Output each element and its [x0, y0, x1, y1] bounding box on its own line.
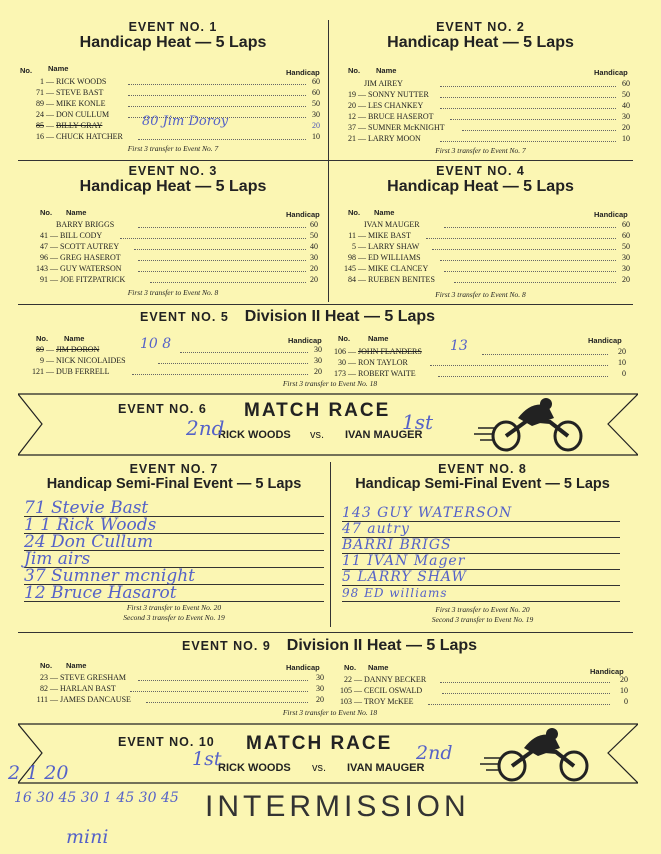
- handwritten-note: 2 1 20: [8, 762, 69, 784]
- handwritten-place: 1st: [402, 410, 434, 434]
- table-row: 111 — JAMES DANCAUSE 20: [36, 695, 324, 704]
- event-3-rows: [14, 219, 324, 285]
- event-title: Division II Heat — 5 Laps: [244, 308, 436, 325]
- transfer-note: First 3 transfer to Event No. 18: [282, 379, 378, 388]
- handwritten-row: 11 IVAN Mager: [342, 554, 620, 570]
- divider-h-2: [18, 304, 633, 305]
- table-row: 143 — GUY WATERSON 20: [36, 264, 318, 273]
- event-4-rows: [322, 219, 632, 285]
- table-row: 30 — RON TAYLOR 10: [338, 358, 626, 367]
- event-number: EVENT NO. 6: [118, 402, 207, 416]
- table-row: 24 — DON CULLUM 30: [36, 110, 320, 119]
- table-row: 82 — HARLAN BAST 30: [40, 684, 324, 693]
- event-title: Division II Heat — 5 Laps: [286, 637, 478, 654]
- col-name: Name: [66, 208, 87, 217]
- table-row: 89 — JIM DORON 10 8 30: [36, 336, 322, 354]
- rider-1: RICK WOODS: [218, 762, 291, 774]
- table-row: 16 — CHUCK HATCHER 10: [36, 132, 320, 141]
- col-name: Name: [374, 208, 395, 217]
- table-row: 23 — STEVE GRESHAM 30: [40, 673, 324, 682]
- event-9-left-rows: [14, 672, 324, 705]
- table-row: 103 — TROY McKEE 0: [340, 697, 628, 706]
- transfer-note: First 3 transfer to Event No. 18: [282, 708, 378, 717]
- event-title: Handicap Semi-Final Event — 5 Laps: [46, 476, 302, 492]
- event-2: [328, 20, 633, 52]
- handwritten-row: 71 Stevie Bast: [24, 500, 324, 517]
- transfer-note: First 3 transfer to Event No. 8: [435, 290, 526, 299]
- event-number: EVENT NO. 3: [128, 164, 218, 178]
- event-8: [330, 462, 635, 492]
- table-row: 84 — RUEBEN BENITES 20: [348, 275, 630, 284]
- table-row: 89 — MIKE KONLE 50: [36, 99, 320, 108]
- table-row: 98 — ED WILLIAMS 30: [348, 253, 630, 262]
- handwritten-row: 24 Don Cullum: [24, 534, 324, 551]
- event-number: EVENT NO. 7: [129, 462, 219, 476]
- transfer-note: First 3 transfer to Event No. 7: [435, 146, 526, 155]
- handwritten-row: 12 Bruce Hasarot: [24, 585, 324, 602]
- event-1: [18, 20, 328, 52]
- transfer-note: First 3 transfer to Event No. 7: [127, 144, 219, 153]
- handwritten-row: 1 1 Rick Woods: [24, 517, 324, 534]
- handwritten-row: 47 autry: [342, 522, 620, 538]
- col-no: No.: [348, 66, 361, 75]
- divider-h-1: [18, 160, 633, 161]
- handwritten-note: 16 30 45 30 1 45 30 45: [14, 790, 179, 806]
- col-name: Name: [66, 661, 87, 670]
- table-row: 20 — LES CHANKEY 40: [348, 101, 630, 110]
- table-row: 41 — BILL CODY 50: [40, 231, 318, 240]
- match-race-title: MATCH RACE: [246, 733, 393, 754]
- col-name: Name: [64, 334, 85, 343]
- table-row: 21 — LARRY MOON 10: [348, 134, 630, 143]
- handwritten-place: 2nd: [416, 742, 453, 764]
- col-no: No.: [344, 663, 357, 672]
- col-handicap: Handicap: [594, 210, 628, 219]
- motorcycle-icon: [480, 728, 587, 780]
- table-row: 85 — BILLY GRAY 80 Jim Doroy 20: [36, 114, 320, 130]
- event-4: [328, 164, 633, 196]
- table-row: 5 — LARRY SHAW 50: [352, 242, 630, 251]
- handwritten-row: Jim airs: [24, 551, 324, 568]
- event-9-right-rows: [318, 674, 634, 707]
- col-handicap: Handicap: [590, 667, 624, 676]
- table-row: 9 — NICK NICOLAIDES 30: [40, 356, 322, 365]
- table-row: BARRY BRIGGS 60: [56, 220, 318, 229]
- handwritten-note: 13: [450, 338, 468, 354]
- col-no: No.: [40, 661, 53, 670]
- event-2-rows: [322, 78, 632, 144]
- handwritten-row: BARRI BRIGS: [342, 538, 620, 554]
- col-handicap: Handicap: [286, 68, 320, 77]
- col-name: Name: [368, 334, 389, 343]
- col-handicap: Handicap: [588, 336, 622, 345]
- event-number: EVENT NO. 5: [140, 310, 229, 324]
- event-7: [18, 462, 330, 492]
- table-row: 22 — DANNY BECKER 20: [344, 675, 628, 684]
- vs: vs.: [310, 429, 325, 441]
- rider-2: IVAN MAUGER: [345, 429, 423, 441]
- table-row: 47 — SCOTT AUTREY 40: [40, 242, 318, 251]
- handwritten-place: 1st: [192, 748, 222, 770]
- handwritten-row: 143 GUY WATERSON: [342, 506, 620, 522]
- event-7-handwritten-rows: [24, 500, 324, 602]
- handwritten-row: 5 LARRY SHAW: [342, 570, 620, 586]
- transfer-note: Second 3 transfer to Event No. 19: [431, 615, 534, 624]
- match-race-title: MATCH RACE: [244, 400, 391, 421]
- col-name: Name: [48, 64, 69, 73]
- event-title: Handicap Semi-Final Event — 5 Laps: [355, 476, 610, 492]
- col-no: No.: [20, 66, 33, 75]
- event-title: Handicap Heat — 5 Laps: [387, 34, 574, 51]
- event-5: [140, 308, 540, 326]
- event-title: Handicap Heat — 5 Laps: [79, 34, 267, 51]
- event-number: EVENT NO. 9: [182, 639, 271, 653]
- table-row: IVAN MAUGER 60: [364, 220, 630, 229]
- event-title: Handicap Heat — 5 Laps: [387, 178, 574, 195]
- table-row: JIM AIREY 60: [364, 79, 630, 88]
- intermission-title: INTERMISSION: [205, 790, 470, 823]
- col-handicap: Handicap: [288, 336, 322, 345]
- table-row: 173 — ROBERT WAITE 0: [334, 369, 626, 378]
- event-8-handwritten-rows: [342, 506, 620, 602]
- table-row: 105 — CECIL OSWALD 10: [340, 686, 628, 695]
- event-9: [182, 637, 602, 655]
- event-number: EVENT NO. 4: [436, 164, 525, 178]
- col-no: No.: [40, 208, 53, 217]
- table-row: 145 — MIKE CLANCEY 30: [344, 264, 630, 273]
- table-row: 71 — STEVE BAST 60: [36, 88, 320, 97]
- rider-1: RICK WOODS: [218, 429, 291, 441]
- transfer-note: First 3 transfer to Event No. 8: [127, 288, 219, 297]
- table-row: 91 — JOE FITZPATRICK 20: [40, 275, 318, 284]
- table-row: 11 — MIKE BAST 60: [348, 231, 630, 240]
- col-handicap: Handicap: [286, 663, 320, 672]
- handwritten-row: 98 ED williams: [342, 586, 620, 602]
- col-name: Name: [376, 66, 397, 75]
- table-row: 19 — SONNY NUTTER 50: [348, 90, 630, 99]
- transfer-note: First 3 transfer to Event No. 20: [126, 603, 222, 612]
- event-1-rows: [10, 76, 320, 142]
- col-handicap: Handicap: [594, 68, 628, 77]
- table-row: 121 — DUB FERRELL 20: [32, 367, 322, 376]
- col-no: No.: [36, 334, 49, 343]
- divider-h-3: [18, 632, 633, 633]
- table-row: 37 — SUMNER McKNIGHT 20: [348, 123, 630, 132]
- transfer-note: Second 3 transfer to Event No. 19: [123, 613, 225, 622]
- event-number: EVENT NO. 10: [118, 735, 215, 749]
- table-row: 96 — GREG HASEROT 30: [40, 253, 318, 262]
- handwritten-row: 37 Sumner mcnight: [24, 568, 324, 585]
- event-3: [18, 164, 328, 196]
- motorcycle-icon: [474, 398, 581, 450]
- col-handicap: Handicap: [286, 210, 320, 219]
- table-row: 106 — JOHN FLANDERS 13 20: [334, 338, 626, 356]
- handwritten-substitute: 80 Jim Doroy: [142, 114, 229, 129]
- event-title: Handicap Heat — 5 Laps: [79, 178, 267, 195]
- event-number: EVENT NO. 1: [128, 20, 218, 34]
- table-row: 1 — RICK WOODS 60: [40, 77, 320, 86]
- event-number: EVENT NO. 2: [436, 20, 525, 34]
- handwritten-place: 2nd: [186, 416, 225, 440]
- col-no: No.: [348, 208, 361, 217]
- col-name: Name: [368, 663, 389, 672]
- event-number: EVENT NO. 8: [438, 462, 527, 476]
- col-no: No.: [338, 334, 351, 343]
- handwritten-note: mini: [66, 826, 109, 848]
- table-row: 12 — BRUCE HASEROT 30: [348, 112, 630, 121]
- rider-2: IVAN MAUGER: [347, 762, 425, 774]
- vs: vs.: [312, 762, 327, 774]
- transfer-note: First 3 transfer to Event No. 20: [435, 605, 530, 614]
- handwritten-note: 10 8: [140, 336, 172, 352]
